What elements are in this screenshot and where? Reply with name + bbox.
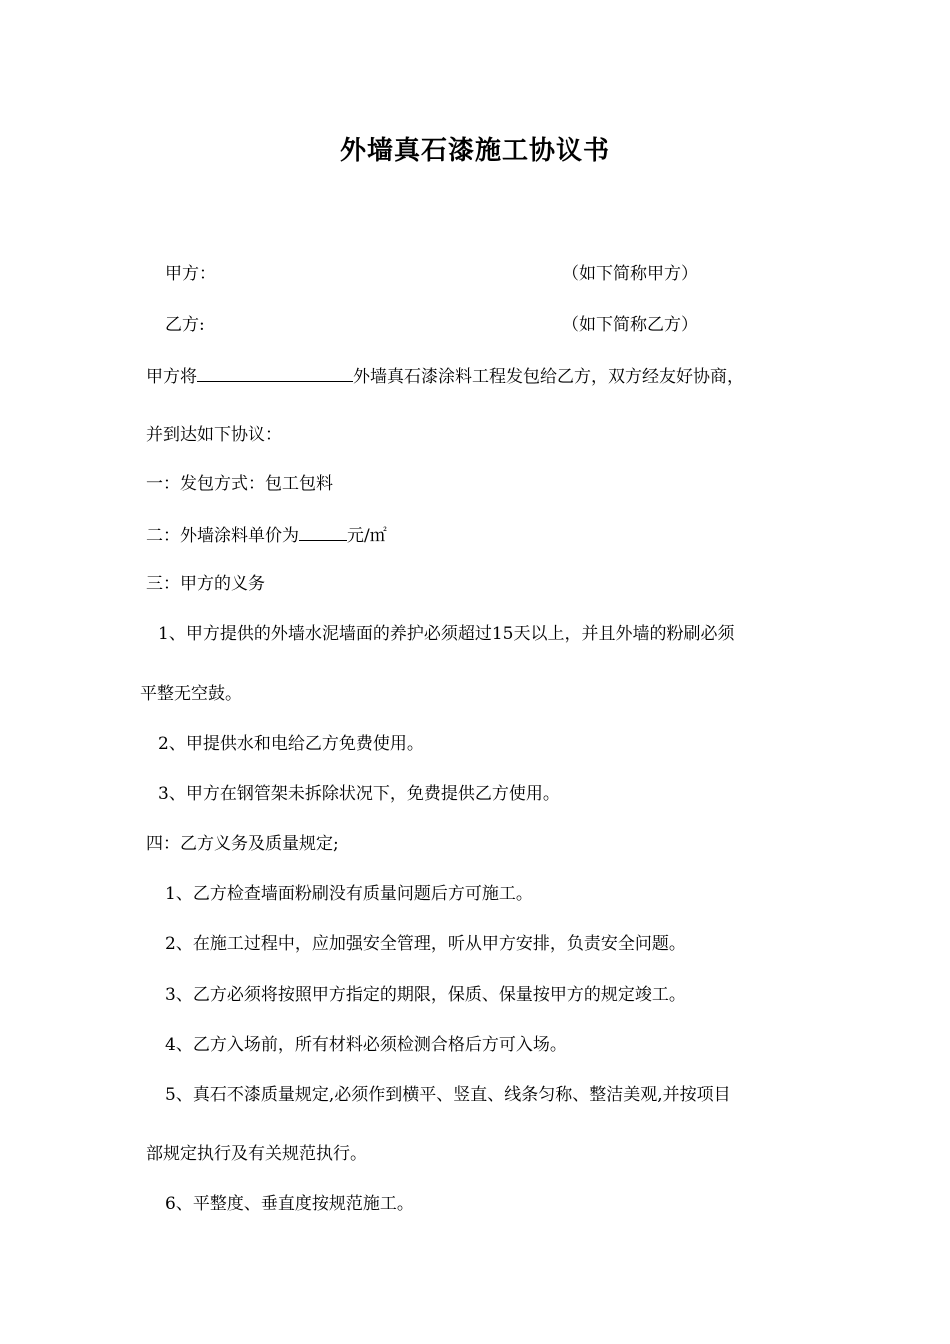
section-2-suffix: 元/㎡	[347, 526, 387, 546]
s4-item-5-line-2: 部规定执行及有关规范执行。	[146, 1144, 367, 1164]
party-a-note: （如下简称甲方）	[562, 264, 698, 284]
section-2-prefix: 二：外墙涂料单价为	[146, 526, 299, 546]
s3-item-1-line-1: 1、甲方提供的外墙水泥墙面的养护必须超过15天以上，并且外墙的粉刷必须	[158, 624, 735, 644]
section-4-heading: 四：乙方义务及质量规定;	[146, 834, 339, 854]
s4-item-6: 6、平整度、垂直度按规范施工。	[165, 1194, 414, 1214]
intro-suffix: 外墙真石漆涂料工程发包给乙方，双方经友好协商，	[353, 367, 744, 387]
s4-item-3: 3、乙方必须将按照甲方指定的期限，保质、保量按甲方的规定竣工。	[165, 985, 686, 1005]
s3-item-3: 3、甲方在钢管架未拆除状况下，免费提供乙方使用。	[158, 784, 560, 804]
s3-item-1-line-2: 平整无空鼓。	[140, 684, 242, 704]
s3-item-2: 2、甲提供水和电给乙方免费使用。	[158, 734, 424, 754]
party-b-label: 乙方:	[165, 315, 205, 335]
party-a-label: 甲方：	[165, 264, 216, 284]
s4-item-2: 2、在施工过程中，应加强安全管理，听从甲方安排，负责安全问题。	[165, 934, 686, 954]
section-2	[146, 522, 387, 548]
section-1: 一：发包方式：包工包料	[146, 474, 333, 494]
party-b-note: （如下简称乙方）	[562, 315, 698, 335]
intro-line-2: 并到达如下协议：	[146, 425, 282, 445]
intro-prefix: 甲方将	[146, 367, 197, 387]
document-title: 外墙真石漆施工协议书	[339, 136, 610, 166]
s4-item-1: 1、乙方检查墙面粉刷没有质量问题后方可施工。	[165, 884, 533, 904]
intro-line-1	[146, 363, 744, 389]
project-name-blank	[197, 363, 353, 382]
unit-price-blank	[299, 522, 347, 541]
section-3-heading: 三：甲方的义务	[146, 574, 265, 594]
s4-item-5-line-1: 5、真石不漆质量规定,必须作到横平、竖直、线条匀称、整洁美观,并按项目	[165, 1085, 731, 1105]
s4-item-4: 4、乙方入场前，所有材料必须检测合格后方可入场。	[165, 1035, 567, 1055]
